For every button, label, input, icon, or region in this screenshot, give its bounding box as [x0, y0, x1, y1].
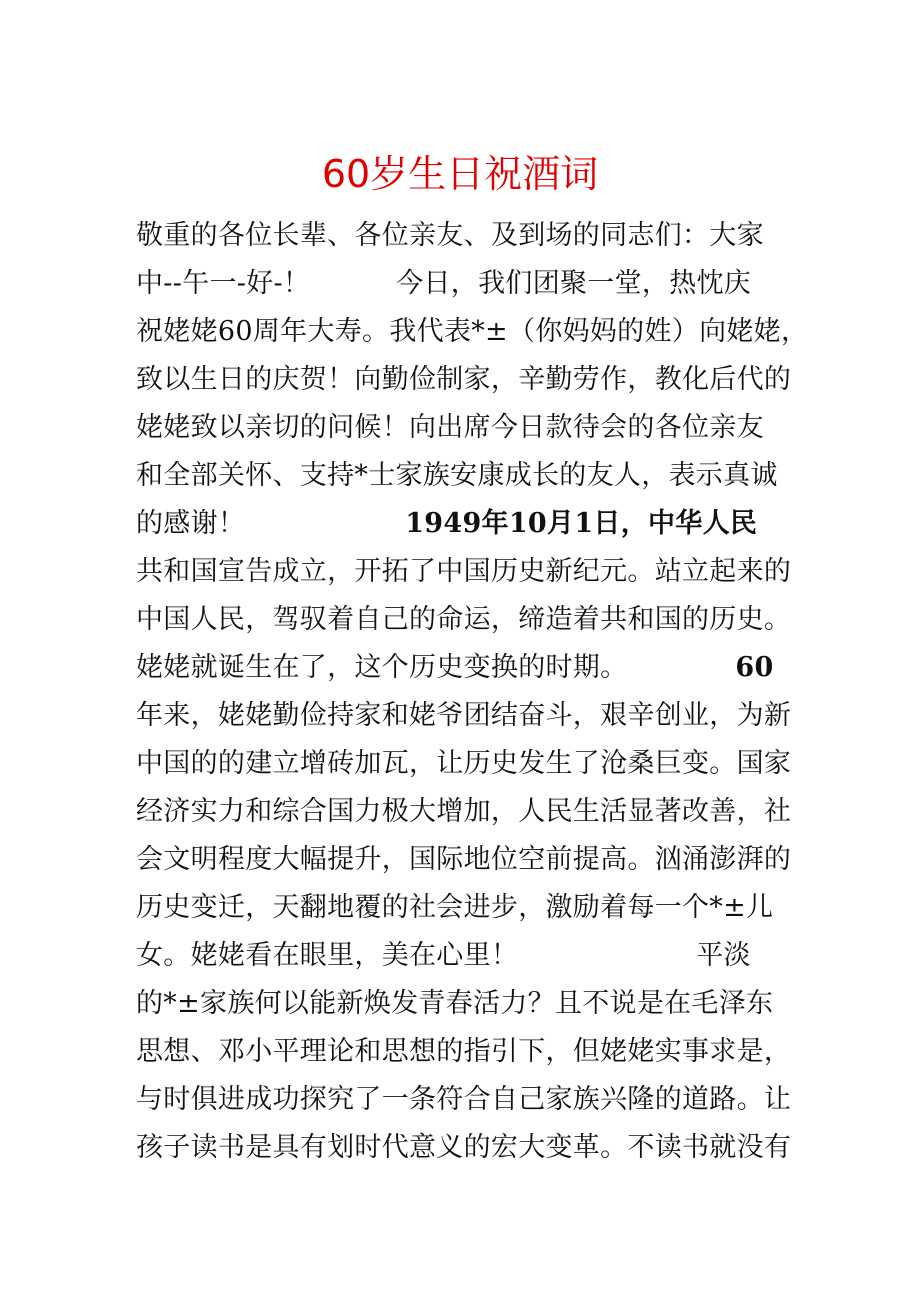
text-line — [136, 644, 796, 692]
text-segment: 共和国宣告成立，开拓了中国历史新纪元。站立起来的 — [136, 556, 792, 587]
text-segment: 平淡 — [696, 940, 751, 971]
text-line — [136, 260, 796, 308]
text-segment: 与时俱进成功探究了一条符合自己家族兴隆的道路。让 — [136, 1084, 792, 1115]
text-segment: 历史变迁，天翻地覆的社会进步，激励着每一个*±儿 — [136, 892, 774, 923]
text-line — [136, 692, 796, 740]
text-line — [136, 500, 796, 548]
text-line — [136, 404, 796, 452]
text-segment: 的*±家族何以能新焕发青春活力？且不说是在毛泽东 — [136, 988, 774, 1019]
text-line — [136, 980, 796, 1028]
text-line — [136, 596, 796, 644]
text-segment: 1949年10月1日，中华人民 — [405, 508, 758, 539]
text-line — [136, 308, 809, 356]
text-segment: 和全部关怀、支持*士家族安康成长的友人，表示真诚 — [136, 460, 778, 491]
text-segment: 姥姥就诞生在了，这个历史变换的时期。 — [136, 652, 628, 683]
text-line — [136, 836, 796, 884]
text-segment: 会文明程度大幅提升，国际地位空前提高。汹涌澎湃的 — [136, 844, 792, 875]
text-line — [136, 356, 796, 404]
text-segment: 今日，我们团聚一堂，热忱庆 — [396, 268, 752, 299]
text-segment: 年来，姥姥勤俭持家和姥爷团结奋斗，艰辛创业，为新 — [136, 700, 792, 731]
text-line — [136, 1028, 796, 1076]
text-segment: 孩子读书是具有划时代意义的宏大变革。不读书就没有 — [136, 1132, 792, 1163]
text-segment: 姥姥致以亲切的问候！向出席今日款待会的各位亲友 — [136, 412, 764, 443]
text-segment: 致以生日的庆贺！向勤俭制家，辛勤劳作，教化后代的 — [136, 364, 792, 395]
text-segment: 经济实力和综合国力极大增加，人民生活显著改善，社 — [136, 796, 792, 827]
text-line — [136, 932, 796, 980]
text-segment: 中国的的建立增砖加瓦，让历史发生了沧桑巨变。国家 — [136, 748, 792, 779]
text-segment: 60 — [735, 652, 774, 683]
text-segment: 思想、邓小平理论和思想的指引下，但姥姥实事求是， — [136, 1036, 792, 1067]
text-segment: 中国人民，驾驭着自己的命运，缔造着共和国的历史。 — [136, 604, 792, 635]
text-segment: 女。姥姥看在眼里，美在心里！ — [136, 940, 519, 971]
text-line — [136, 788, 796, 836]
document-title: 60岁生日祝酒词 — [321, 152, 599, 196]
text-line — [136, 740, 796, 788]
text-line — [136, 548, 796, 596]
text-segment: 祝姥姥60周年大寿。我代表*±（你妈妈的姓）向姥姥， — [136, 316, 809, 347]
text-segment: 敬重的各位长辈、各位亲友、及到场的同志们：大家 — [136, 220, 764, 251]
document-body — [136, 212, 809, 1172]
text-line — [136, 452, 796, 500]
text-segment: 中--午一-好-！ — [136, 268, 311, 299]
text-line — [136, 1124, 796, 1172]
text-line — [136, 884, 796, 932]
text-line — [136, 1076, 796, 1124]
text-line — [136, 212, 796, 260]
text-segment: 的感谢！ — [136, 508, 246, 539]
